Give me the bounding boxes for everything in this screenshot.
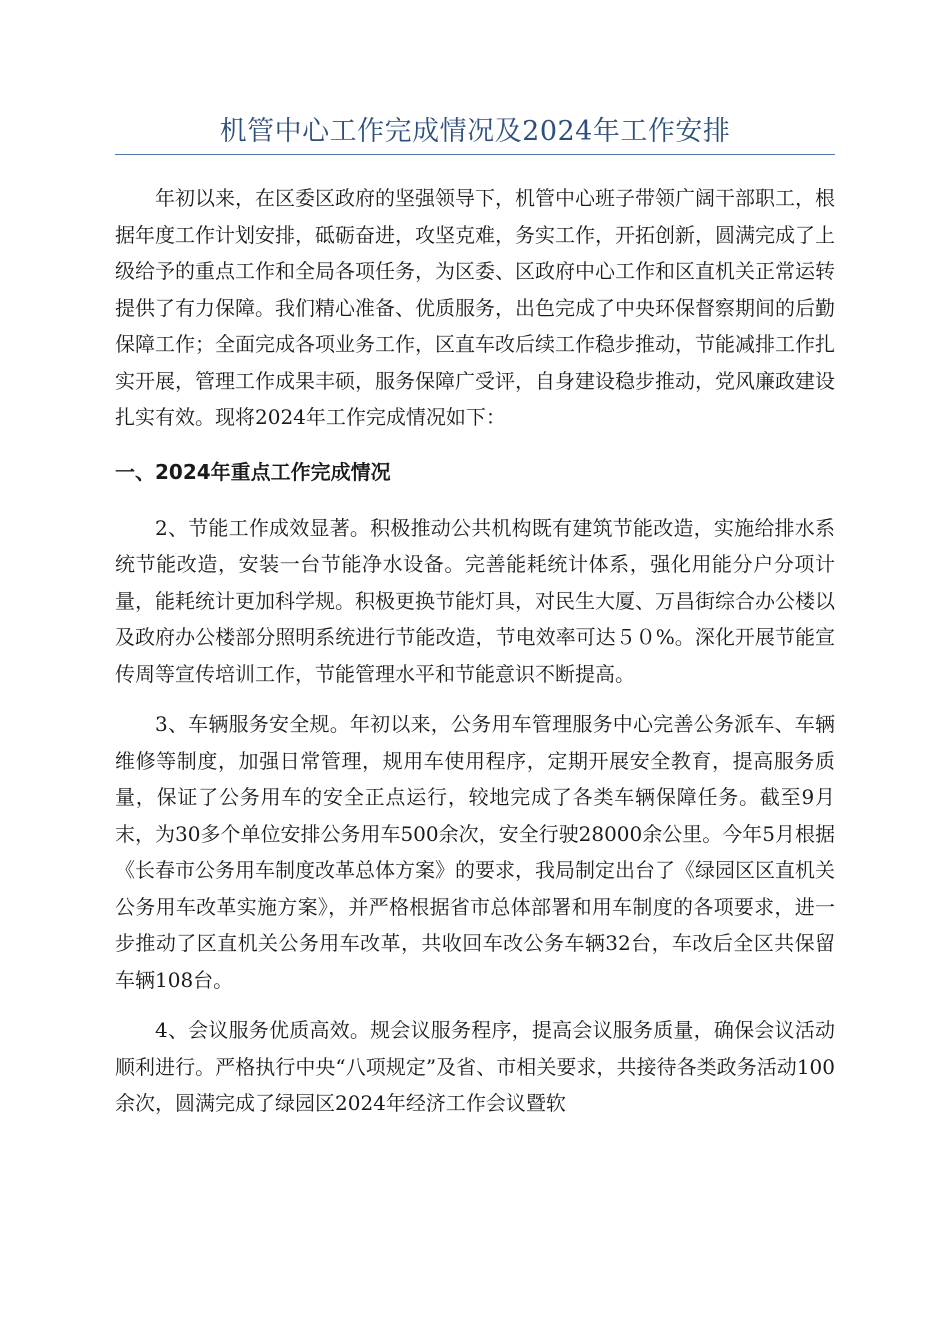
item-4-paragraph: 4、会议服务优质高效。规会议服务程序，提高会议服务质量，确保会议活动顺利进行。严格执行中央“八项规定”及省、市相关要求，共接待各类政务活动100余次，圆满完成了绿园区2024年经济工作会议暨软	[115, 1018, 835, 1115]
document-title: 机管中心工作完成情况及2024年工作安排	[219, 116, 731, 147]
item-2-paragraph: 2、节能工作成效显著。积极推动公共机构既有建筑节能改造，实施给排水系统节能改造，安装一台节能净水设备。完善能耗统计体系，强化用能分户分项计量，能耗统计更加科学规。积极更换节能灯具，对民生大厦、万昌街综合办公楼以及政府办公楼部分照明系统进行节能改造，节电效率可达５０%。深化开展节能宣传周等宣传培训工作，节能管理水平和节能意识不断提高。	[115, 515, 835, 686]
intro-paragraph: 年初以来，在区委区政府的坚强领导下，机管中心班子带领广阔干部职工，根据年度工作计划安排，砥砺奋进，攻坚克难，务实工作，开拓创新，圆满完成了上级给予的重点工作和全局各项任务，为区委、区政府中心工作和区直机关正常运转提供了有力保障。我们精心准备、优质服务，出色完成了中央环保督察期间的后勤保障工作；全面完成各项业务工作，区直车改后续工作稳步推动，节能减排工作扎实开展，管理工作成果丰硕，服务保障广受评，自身建设稳步推动，党风廉政建设扎实有效。现将2024年工作完成情况如下：	[115, 186, 835, 429]
section-heading-1: 一、2024年重点工作完成情况	[115, 459, 391, 484]
item-3-paragraph: 3、车辆服务安全规。年初以来，公务用车管理服务中心完善公务派车、车辆维修等制度，加强日常管理，规用车使用程序，定期开展安全教育，提高服务质量，保证了公务用车的安全正点运行，较地完成了各类车辆保障任务。截至9月末，为30多个单位安排公务用车500余次，安全行驶28000余公里。今年5月根据《长春市公务用车制度改革总体方案》的要求，我局制定出台了《绿园区区直机关公务用车改革实施方案》，并严格根据省市总体部署和用车制度的各项要求，进一步推动了区直机关公务用车改革，共收回车改公务车辆32台，车改后全区共保留车辆108台。	[115, 712, 835, 992]
document-body	[115, 180, 835, 1122]
title-underline	[115, 154, 835, 155]
